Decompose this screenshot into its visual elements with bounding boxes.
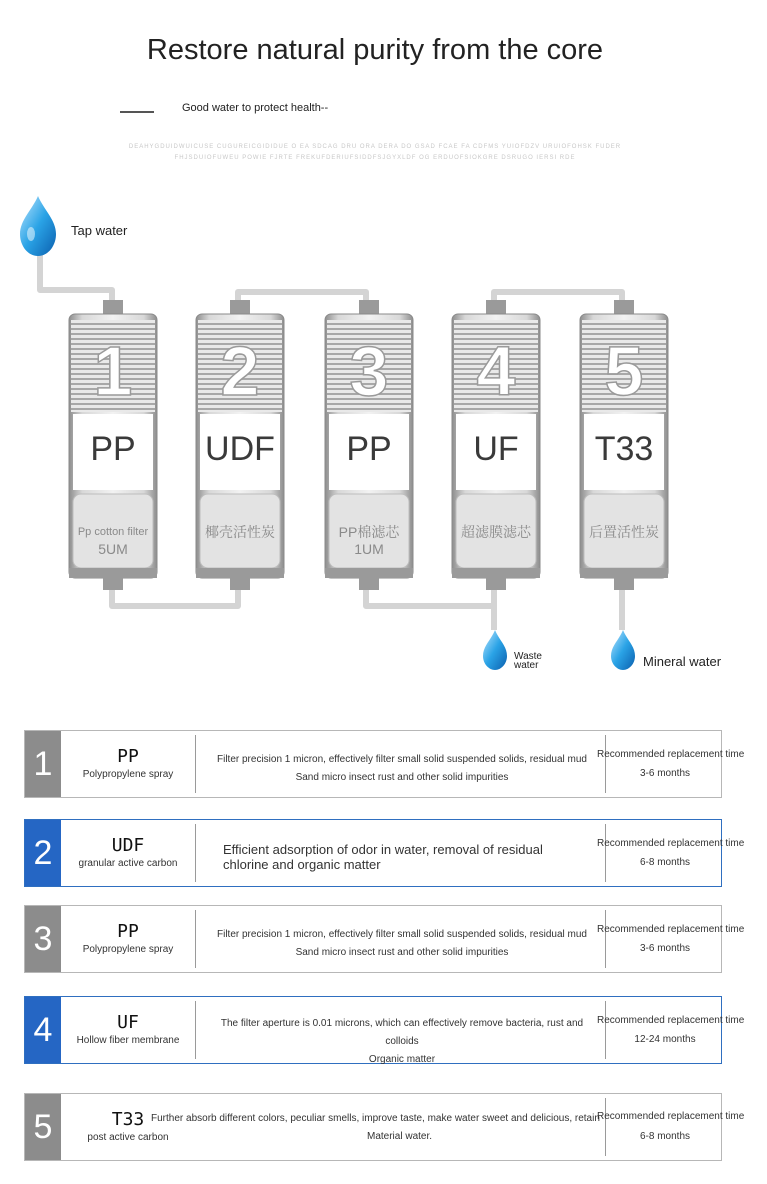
- row-number: 3: [25, 906, 61, 972]
- waste-water-label: Waste water: [514, 651, 542, 671]
- row-number: 2: [25, 820, 61, 886]
- subtitle-dash: [120, 111, 154, 113]
- filter-number: 2: [220, 332, 260, 410]
- row-code: UDF: [111, 835, 145, 856]
- filter-number: 5: [604, 332, 644, 410]
- filter-3-code: PP: [346, 430, 392, 468]
- page-title: Restore natural purity from the core: [146, 34, 604, 66]
- decorative-text-line-1: DEAHYGDUIDWUICUSE CUGUREICGIDIDUE O EA SDCAG DRU ORA DERA DO GSAD FCAE FA CDFMS YUIOFDZV URUIOFOHSK FUDER: [128, 144, 622, 150]
- row-number: 1: [25, 731, 61, 797]
- row-number: 5: [25, 1094, 61, 1160]
- row-name-cell: [61, 731, 195, 797]
- filter-3-label: PP棉滤芯 1UM: [338, 524, 400, 557]
- row-material: post active carbon: [87, 1132, 169, 1143]
- column-divider: [195, 910, 196, 968]
- filter-number: 1: [93, 332, 133, 410]
- filter-1-label: Pp cotton filter 5UM: [77, 526, 149, 557]
- row-code: PP: [117, 921, 139, 942]
- column-divider: [605, 735, 606, 793]
- row-description: Further absorb different colors, peculiar smells, improve taste, make water sweet and delicious, retain Material water.: [151, 1113, 600, 1142]
- filter-1-code: PP: [90, 430, 136, 468]
- filter-2-label: 椰壳活性炭: [205, 524, 275, 540]
- row-replacement: Recommended replacement time 6-8 months: [597, 838, 745, 868]
- filter-number: 3: [349, 332, 389, 410]
- page-subtitle: Good water to protect health--: [182, 102, 329, 114]
- row-description: Filter precision 1 micron, effectively filter small solid suspended solids, residual mud Sand micro insect rust and other solid impurities: [217, 929, 587, 958]
- row-description: Filter precision 1 micron, effectively filter small solid suspended solids, residual mud Sand micro insect rust and other solid impurities: [217, 754, 587, 783]
- waste-water-drop-icon: [483, 630, 507, 670]
- column-divider: [605, 1001, 606, 1059]
- tap-water-drop-icon: [20, 196, 56, 256]
- filter-5-code: T33: [594, 430, 654, 468]
- row-replacement: Recommended replacement time 3-6 months: [597, 924, 745, 954]
- column-divider: [605, 824, 606, 882]
- table-row: [24, 730, 745, 798]
- filter-5-label: 后置活性炭: [589, 524, 659, 540]
- filter-4-code: UF: [473, 430, 519, 468]
- row-code: T33: [111, 1109, 145, 1130]
- row-code: PP: [117, 746, 139, 767]
- table-row: [24, 905, 745, 973]
- decorative-text-line-2: FHJSDUIOFUWEU POWIE FJRTE FREKUFDERIUFSIDDFSJGYXLDF OG ERDUOFSIOKGRE DSRUGO IERSI RDE: [174, 155, 576, 161]
- column-divider: [605, 1098, 606, 1156]
- filter-4-label: 超滤膜滤芯: [461, 524, 531, 540]
- row-replacement: Recommended replacement time 6-8 months: [597, 1111, 745, 1142]
- row-code: UF: [117, 1012, 139, 1033]
- mineral-water-drop-icon: [611, 630, 635, 670]
- row-replacement: Recommended replacement time 12-24 months: [597, 1015, 745, 1045]
- row-number: 4: [25, 997, 61, 1063]
- column-divider: [195, 735, 196, 793]
- row-material: Hollow fiber membrane: [76, 1035, 180, 1046]
- row-material: Polypropylene spray: [82, 769, 174, 780]
- mineral-water-label: Mineral water: [643, 654, 722, 669]
- row-replacement: Recommended replacement time 3-6 months: [597, 749, 745, 779]
- column-divider: [195, 1001, 196, 1059]
- row-material: granular active carbon: [78, 858, 178, 869]
- row-description: The filter aperture is 0.01 microns, which can effectively remove bacteria, rust and colloids Organic matter: [220, 1018, 584, 1065]
- tap-water-label: Tap water: [71, 223, 128, 238]
- row-name-cell: [61, 820, 195, 886]
- filter-2-code: UDF: [205, 430, 275, 468]
- filtration-diagram: [0, 190, 750, 690]
- table-row: [24, 819, 745, 887]
- row-material: Polypropylene spray: [82, 944, 174, 955]
- row-description: Efficient adsorption of odor in water, removal of residual chlorine and organic matter: [223, 842, 543, 872]
- filter-number: 4: [476, 332, 516, 410]
- column-divider: [605, 910, 606, 968]
- column-divider: [195, 824, 196, 882]
- row-name-cell: [61, 906, 195, 972]
- table-row: [24, 1093, 745, 1161]
- row-name-cell: [61, 997, 195, 1063]
- table-row: [24, 996, 745, 1065]
